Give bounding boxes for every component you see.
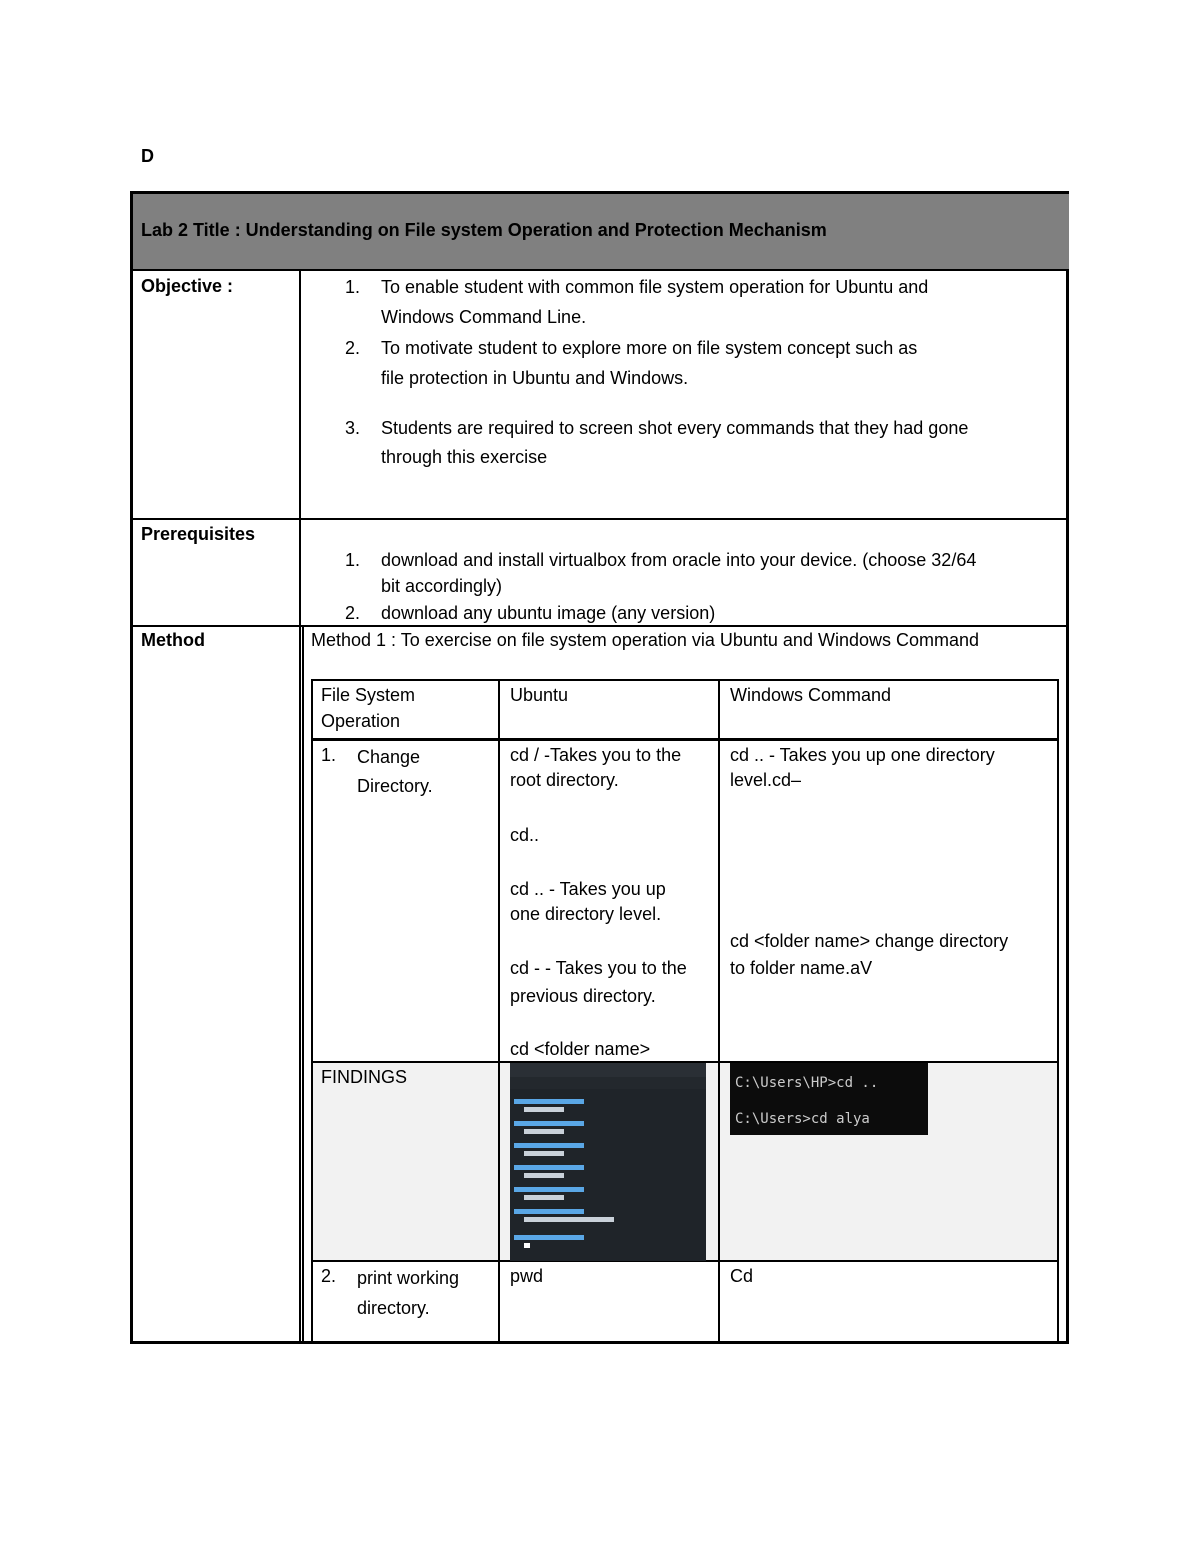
windows-cd-folder-line2: to folder name.aV [730, 958, 873, 978]
column-divider [498, 681, 500, 1342]
prompt-line [514, 1187, 584, 1192]
objective-item-1-line1: To enable student with common file system operation for Ubuntu and [381, 277, 929, 297]
ubuntu-cd-up-line1: cd .. - Takes you up [510, 879, 666, 899]
ubuntu-cd-root-line2: root directory. [510, 770, 619, 790]
column-divider [299, 271, 301, 1344]
objective-item-1-line2: Windows Command Line. [381, 307, 587, 327]
ubuntu-cd-up-line2: one directory level. [510, 904, 662, 924]
row2-windows: Cd [730, 1266, 754, 1286]
row2-op-line2: directory. [357, 1298, 430, 1318]
prompt-line [514, 1121, 584, 1126]
header-ubuntu: Ubuntu [510, 685, 569, 705]
output-line [524, 1217, 614, 1222]
cursor [524, 1243, 530, 1248]
objective-item-2-line1: To motivate student to explore more on file system concept such as [381, 338, 918, 358]
prompt-line [514, 1209, 584, 1214]
windows-cd-up-line2: level.cd– [730, 770, 802, 790]
prereq-item-2-num: 2. [345, 603, 361, 623]
ubuntu-cd-prev-line2: previous directory. [510, 986, 656, 1006]
lab-title: Lab 2 Title : Understanding on File system Operation and Protection Mechanism [141, 220, 827, 240]
windows-cd-folder-line1: cd <folder name> change directory [730, 931, 1009, 951]
output-line [524, 1151, 564, 1156]
prompt-line [514, 1143, 584, 1148]
row2-op-line1: print working [357, 1268, 460, 1288]
ubuntu-cd-prev-line1: cd - - Takes you to the [510, 958, 687, 978]
prereq-item-2-line1: download any ubuntu image (any version) [381, 603, 716, 623]
objective-item-2-line2: file protection in Ubuntu and Windows. [381, 368, 689, 388]
findings-label: FINDINGS [321, 1067, 408, 1087]
header-operation-line2: Operation [321, 711, 401, 731]
windows-cd-up-line1: cd .. - Takes you up one directory [730, 745, 995, 765]
row1-op-line2: Directory. [357, 776, 433, 796]
objective-label: Objective : [141, 276, 234, 296]
windows-cmd-screenshot [730, 1063, 928, 1135]
prerequisites-label: Prerequisites [141, 524, 256, 544]
row2-num: 2. [321, 1266, 337, 1286]
header-divider [313, 738, 1057, 741]
column-divider [718, 681, 720, 1342]
objective-item-2-num: 2. [345, 338, 361, 358]
terminal-menu-bar [510, 1077, 706, 1089]
row-divider [133, 518, 1069, 520]
row-divider [133, 625, 1069, 627]
column-divider [302, 625, 304, 1344]
header-operation-line1: File System [321, 685, 416, 705]
prereq-item-1-line2: bit accordingly) [381, 576, 503, 596]
output-line [524, 1195, 564, 1200]
output-line [524, 1107, 564, 1112]
method-heading: Method 1 : To exercise on file system operation via Ubuntu and Windows Command [311, 630, 980, 650]
prompt-line [514, 1165, 584, 1170]
cmd-line-1: C:\Users\HP>cd .. [735, 1075, 879, 1091]
output-line [524, 1173, 564, 1178]
prompt-line [514, 1099, 584, 1104]
objective-item-3-line2: through this exercise [381, 447, 548, 467]
header-windows-command: Windows Command [730, 685, 892, 705]
objective-item-3-line1: Students are required to screen shot every commands that they had gone [381, 418, 969, 438]
row1-op-line1: Change [357, 747, 421, 767]
objective-item-1-num: 1. [345, 277, 361, 297]
prereq-item-1-line1: download and install virtualbox from oracle into your device. (choose 32/64 [381, 550, 977, 570]
row1-num: 1. [321, 745, 337, 765]
page-letter: D [141, 146, 154, 166]
ubuntu-cd-folder: cd <folder name> [510, 1039, 651, 1059]
row2-ubuntu: pwd [510, 1266, 544, 1286]
ubuntu-cd-dotdot: cd.. [510, 825, 540, 845]
terminal-title-bar [510, 1063, 706, 1077]
objective-item-3-num: 3. [345, 418, 361, 438]
ubuntu-cd-root-line1: cd / -Takes you to the [510, 745, 682, 765]
ubuntu-terminal-screenshot [510, 1063, 706, 1261]
method-label: Method [141, 630, 205, 650]
cmd-line-2: C:\Users>cd alya [735, 1111, 870, 1127]
prompt-line [514, 1235, 584, 1240]
prereq-item-1-num: 1. [345, 550, 361, 570]
output-line [524, 1129, 564, 1134]
